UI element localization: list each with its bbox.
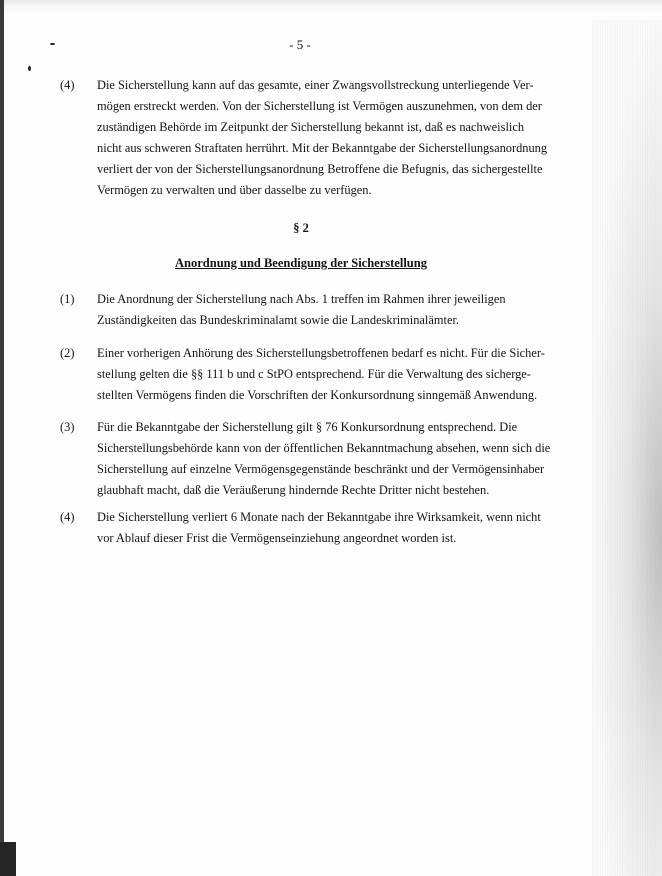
paragraph-4-intro — [60, 75, 550, 201]
paragraph-2 — [60, 343, 550, 406]
paragraph-number: (4) — [60, 510, 75, 524]
text-line: Die Sicherstellung verliert 6 Monate nach der Bekanntgabe ihre Wirksamkeit, wenn nicht — [97, 510, 541, 524]
text-line: stellung gelten die §§ 111 b und c StPO entsprechend. Für die Verwaltung des sicherge- — [97, 367, 531, 381]
paragraph-number: (3) — [60, 420, 75, 434]
page-number: - 5 - — [289, 37, 311, 52]
text-line: glaubhaft macht, daß die Veräußerung hindernde Rechte Dritter nicht bestehen. — [97, 483, 490, 497]
paragraph-number: (4) — [60, 78, 75, 92]
paragraph-text — [97, 507, 550, 549]
text-line: Die Anordnung der Sicherstellung nach Abs. 1 treffen im Rahmen ihrer jeweiligen — [97, 292, 506, 306]
paragraph-text — [97, 417, 550, 501]
text-line: Sicherstellung auf einzelne Vermögensgegenstände beschränkt und der Vermögensinhaber — [97, 462, 545, 476]
text-line: Einer vorherigen Anhörung des Sicherstellungsbetroffenen bedarf es nicht. Für die Sicher- — [97, 346, 545, 360]
scan-shadow-right — [592, 20, 662, 876]
paragraph-1 — [60, 289, 550, 331]
paragraph-number: (1) — [60, 292, 75, 306]
scan-speck — [28, 66, 31, 71]
text-line: stellten Vermögens finden die Vorschriften der Konkursordnung sinngemäß Anwendung. — [97, 388, 538, 402]
paragraph-text — [97, 343, 550, 406]
paragraph-number: (2) — [60, 346, 75, 360]
paragraph-text — [97, 75, 550, 201]
text-line: Die Sicherstellung kann auf das gesamte, einer Zwangsvollstreckung unterliegende Ver- — [97, 78, 534, 92]
text-line: nicht aus schweren Straftaten herrührt. Mit der Bekanntgabe der Sicherstellungsanordnung — [97, 141, 548, 155]
section-heading: § 2 — [293, 221, 309, 235]
text-line: Sicherstellungsbehörde kann von der öffentlichen Bekanntmachung absehen, wenn sich die — [97, 441, 551, 455]
text-line: Vermögen zu verwalten und über dasselbe zu verfügen. — [97, 183, 372, 197]
scan-edge-top — [0, 0, 662, 14]
scan-edge-left — [0, 0, 4, 876]
paragraph-text — [97, 289, 550, 331]
text-line: Für die Bekanntgabe der Sicherstellung gilt § 76 Konkursordnung entsprechend. Die — [97, 420, 518, 434]
text-line: vor Ablauf dieser Frist die Vermögenseinziehung angeordnet worden ist. — [97, 531, 457, 545]
text-line: zuständigen Behörde im Zeitpunkt der Sicherstellung bekannt ist, daß es nachweislich — [97, 120, 525, 134]
section-title: Anordnung und Beendigung der Sicherstellung — [175, 256, 427, 270]
text-line: mögen erstreckt werden. Von der Sicherstellung ist Vermögen auszunehmen, von dem der — [97, 99, 542, 113]
text-line: verliert der von der Sicherstellungsanordnung Betroffene die Befugnis, das sichergestellte — [97, 162, 543, 176]
scan-edge-bottom — [0, 842, 16, 876]
paragraph-3 — [60, 417, 550, 501]
text-line: Zuständigkeiten das Bundeskriminalamt sowie die Landeskriminalämter. — [97, 313, 459, 327]
paragraph-4 — [60, 507, 550, 549]
